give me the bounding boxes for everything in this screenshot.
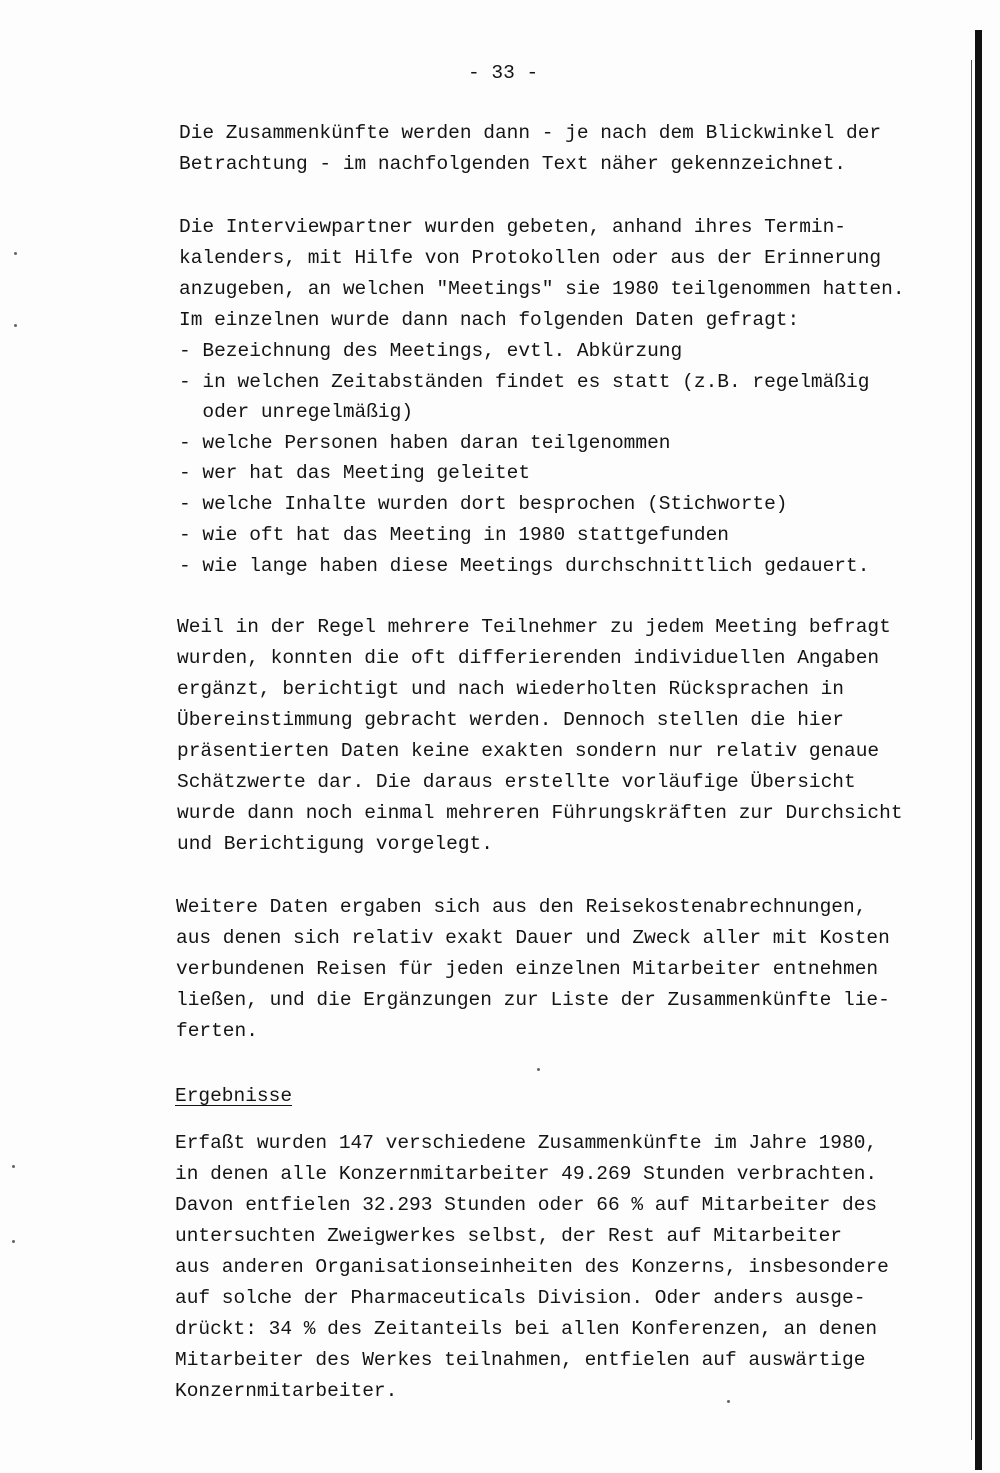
text-line: aus anderen Organisationseinheiten des Konzerns, insbesondere [175,1256,889,1278]
text-line: Erfaßt wurden 147 verschiedene Zusammenkünfte im Jahre 1980, [175,1132,878,1154]
text-line: ergänzt, berichtigt und nach wiederholten Rücksprachen in [177,678,845,700]
text-line: präsentierten Daten keine exakten sondern nur relativ genaue [177,740,880,762]
text-line: Die Interviewpartner wurden gebeten, anhand ihres Termin- [179,216,847,238]
list-item: - wie lange haben diese Meetings durchschnittlich gedauert. [179,555,870,577]
text-line: wurde dann noch einmal mehreren Führungskräften zur Durchsicht [177,802,903,824]
text-line: auf solche der Pharmaceuticals Division. Oder anders ausge- [175,1287,866,1309]
text-line: und Berichtigung vorgelegt. [177,833,493,855]
text-line: Die Zusammenkünfte werden dann - je nach dem Blickwinkel der [179,122,882,144]
text-line: drückt: 34 % des Zeitanteils bei allen Konferenzen, an denen [175,1318,878,1340]
text-line: kalenders, mit Hilfe von Protokollen oder aus der Erinnerung [179,247,882,269]
text-line: Übereinstimmung gebracht werden. Dennoch stellen die hier [177,709,845,731]
section-heading: Ergebnisse [175,1085,293,1107]
scan-speck [14,252,17,255]
list-item: - welche Personen haben daran teilgenommen [179,432,671,454]
list-item: - in welchen Zeitabständen findet es statt (z.B. regelmäßig [179,371,870,393]
list-item-continuation: oder unregelmäßig) [179,401,414,423]
list-item: - wer hat das Meeting geleitet [179,462,531,484]
text-line: wurden, konnten die oft differierenden individuellen Angaben [177,647,880,669]
text-line: ferten. [176,1020,258,1042]
text-line: Im einzelnen wurde dann nach folgenden Daten gefragt: [179,309,800,331]
page-number: - 33 - [468,62,539,84]
text-line: Weil in der Regel mehrere Teilnehmer zu jedem Meeting befragt [177,616,891,638]
text-line: verbundenen Reisen für jeden einzelnen Mitarbeiter entnehmen [176,958,879,980]
text-line: Schätzwerte dar. Die daraus erstellte vorläufige Übersicht [177,771,856,793]
scan-speck [537,1068,540,1071]
text-line: Konzernmitarbeiter. [175,1380,398,1402]
text-line: anzugeben, an welchen "Meetings" sie 1980 teilgenommen hatten. [179,278,905,300]
text-line: in denen alle Konzernmitarbeiter 49.269 Stunden verbrachten. [175,1163,878,1185]
text-line: Weitere Daten ergaben sich aus den Reisekostenabrechnungen, [176,896,867,918]
text-line: untersuchten Zweigwerkes selbst, der Rest auf Mitarbeiter [175,1225,843,1247]
text-line: aus denen sich relativ exakt Dauer und Zweck aller mit Kosten [176,927,890,949]
scan-speck [12,1165,15,1168]
text-line: Mitarbeiter des Werkes teilnahmen, entfielen auf auswärtige [175,1349,866,1371]
text-line: ließen, und die Ergänzungen zur Liste der Zusammenkünfte lie- [176,989,890,1011]
scan-edge-line [971,60,972,1440]
list-item: - Bezeichnung des Meetings, evtl. Abkürzung [179,340,683,362]
scan-speck [727,1400,730,1403]
text-line: Davon entfielen 32.293 Stunden oder 66 % auf Mitarbeiter des [175,1194,878,1216]
list-item: - welche Inhalte wurden dort besprochen (Stichworte) [179,493,788,515]
list-item: - wie oft hat das Meeting in 1980 stattgefunden [179,524,729,546]
scan-speck [12,1240,15,1243]
text-line: Betrachtung - im nachfolgenden Text näher gekennzeichnet. [179,153,847,175]
scan-speck [14,324,17,327]
scan-edge-shadow [975,30,982,1470]
